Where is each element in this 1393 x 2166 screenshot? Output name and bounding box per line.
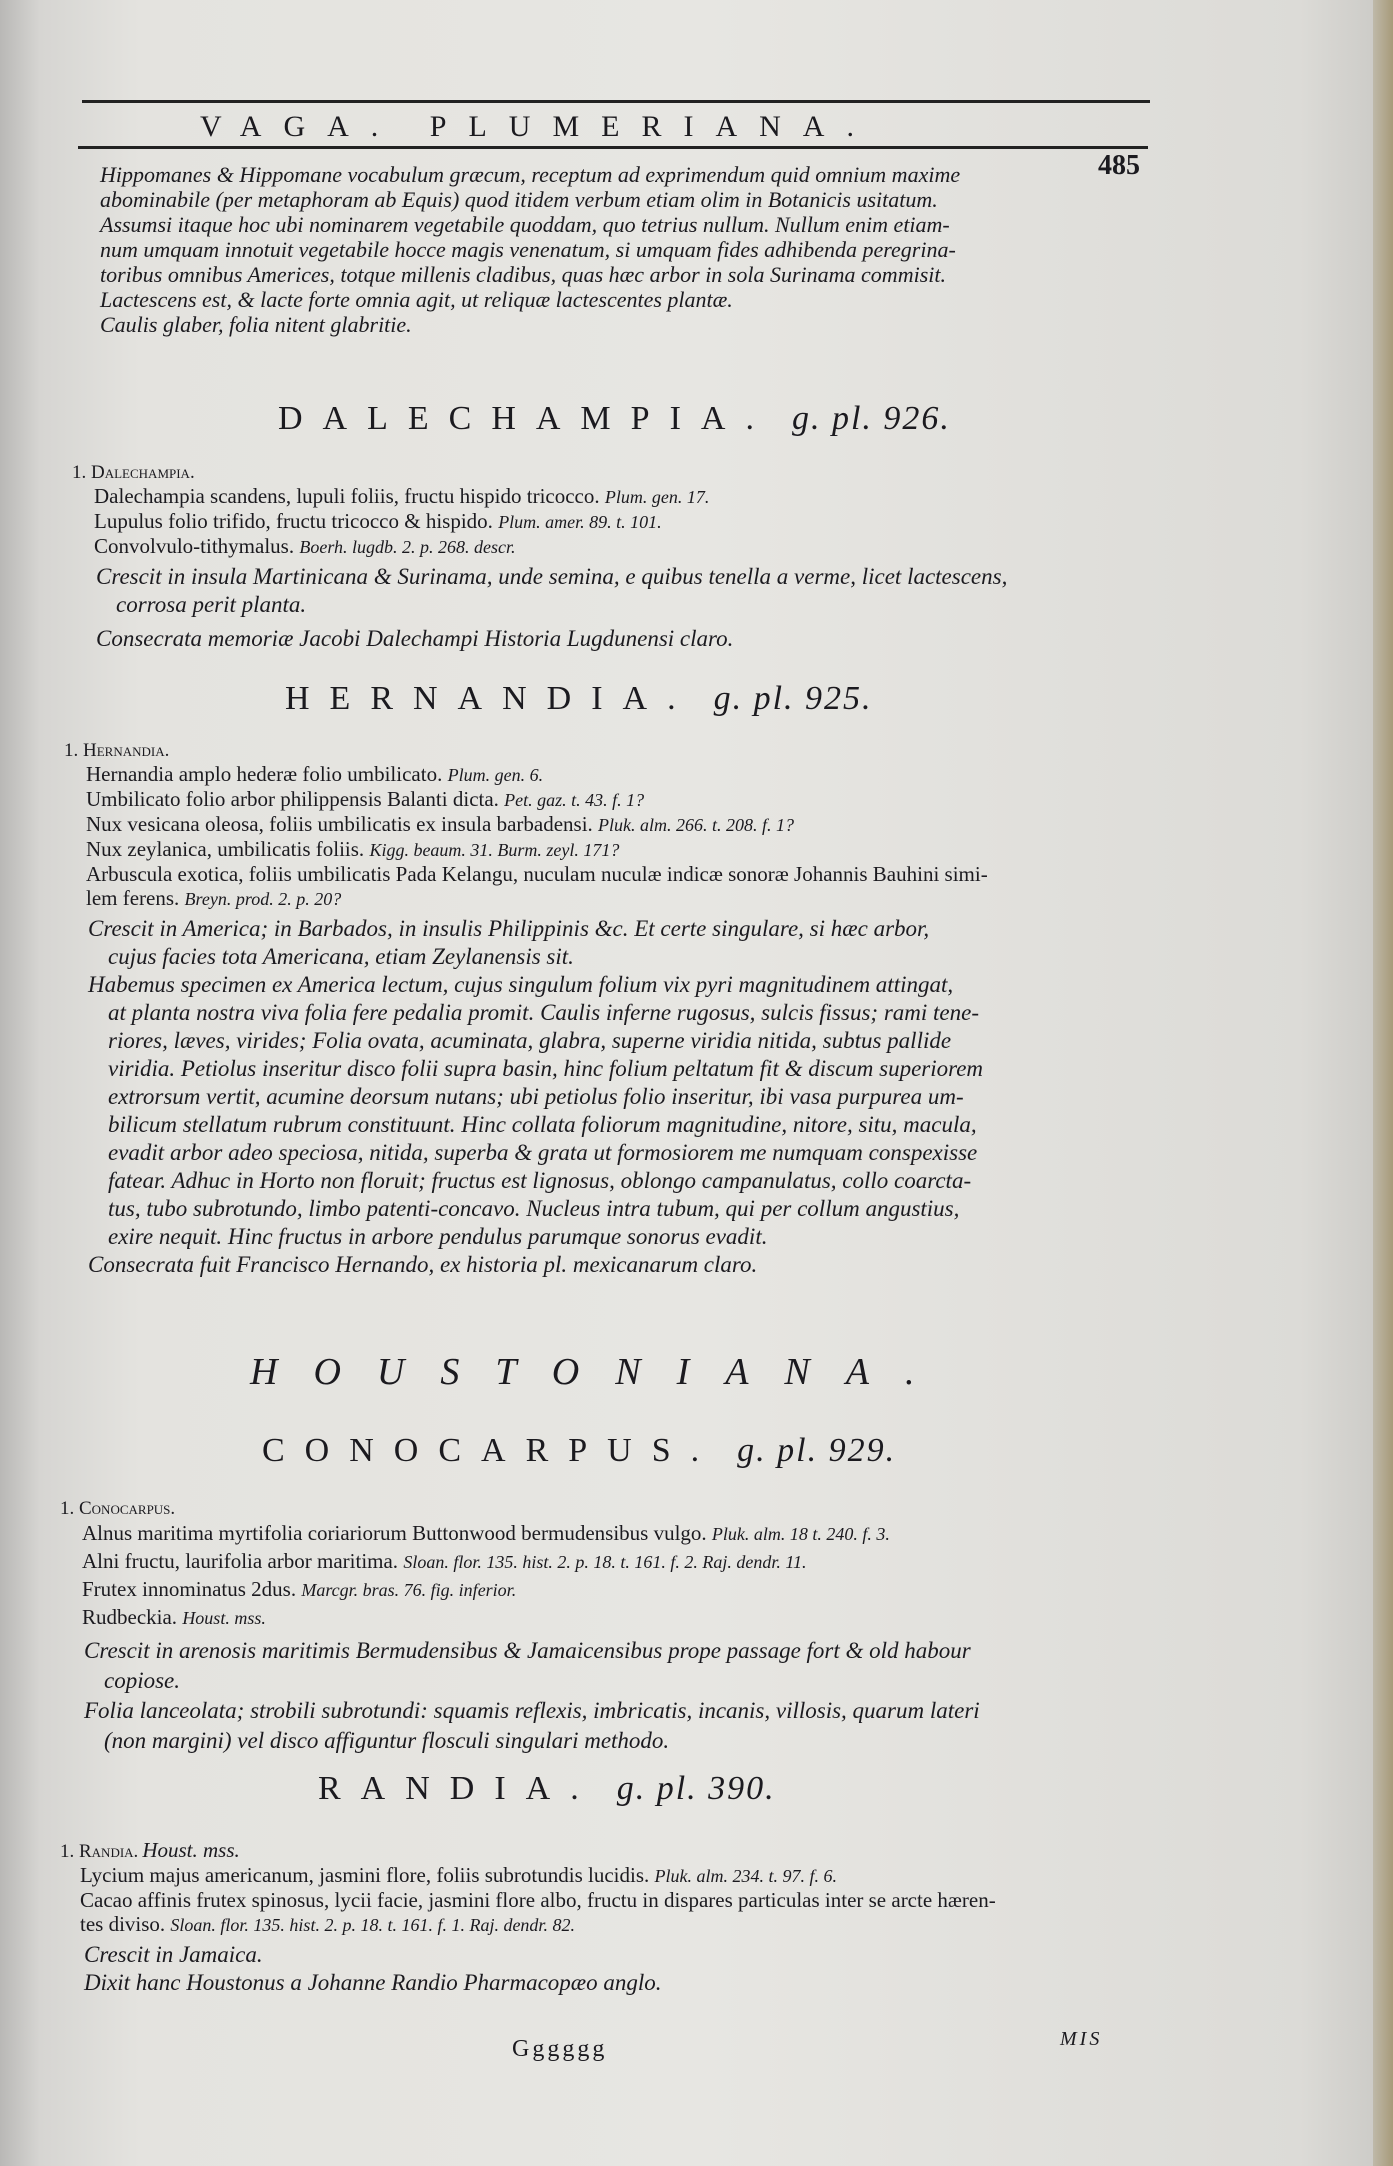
text-line: abominabile (per metaphoram ab Equis) quod itidem verbum etiam olim in Botanicis usitatum. (100, 187, 938, 212)
note-line: Consecrata fuit Francisco Hernando, ex historia pl. mexicanarum claro. (88, 1252, 758, 1277)
synonym-line (82, 1520, 1130, 1548)
note-line: at planta nostra viva folia fere pedalia promit. Caulis inferne rugosus, sulcis fissus; rami tene- (108, 1000, 979, 1025)
note-line: Crescit in Jamaica. (84, 1942, 263, 1967)
synonym-text: Cacao affinis frutex spinosus, lycii facie, jasmini flore albo, fructu in dispares particulas inter se arcte hæren- (80, 1888, 996, 1912)
note-line: (non margini) vel disco affiguntur flosculi singulari methodo. (104, 1728, 670, 1753)
synonym-line (86, 762, 1134, 787)
synonym-text: Rudbeckia. (82, 1605, 178, 1629)
hernandia-entry (64, 740, 1134, 1279)
note-line: Dixit hanc Houstonus a Johanne Randio Pharmacopæo anglo. (84, 1970, 662, 1995)
conocarpus-entry (60, 1498, 1130, 1756)
page-number: 485 (1098, 150, 1140, 181)
note-line: evadit arbor adeo speciosa, nitida, superba & grata ut formosiorem me numquam conspexisse (108, 1140, 978, 1165)
species-number: 1. Hernandia. (64, 740, 170, 761)
synonym-source: Plum. gen. 6. (447, 765, 544, 785)
header-rule-bottom (78, 146, 1148, 149)
synonym-line (80, 1888, 1130, 1912)
synonym-text: Dalechampia scandens, lupuli foliis, fructu hispido tricocco. (94, 484, 600, 508)
synonym-source: Breyn. prod. 2. p. 20? (184, 889, 342, 909)
synonym-text: Frutex innominatus 2dus. (82, 1577, 297, 1601)
note-block (72, 563, 1142, 653)
synonym-source: Kigg. beaum. 31. Burm. zeyl. 171? (369, 840, 620, 860)
text-line: Lactescens est, & lacte forte omnia agit, ut reliquæ lactescentes plantæ. (100, 287, 733, 312)
text-line: Caulis glaber, folia nitent glabritie. (100, 312, 412, 337)
note-line: riores, læves, virides; Folia ovata, acuminata, glabra, superne viridia nitida, subtus pallide (108, 1028, 952, 1053)
note-line: Crescit in insula Martinicana & Surinama, unde semina, e quibus tenella a verme, licet lactescens, (96, 564, 1008, 589)
text-line: num umquam innotuit vegetabile hocce magis venenatum, si umquam fides adhibenda peregrina- (100, 237, 956, 262)
synonym-source: Marcgr. bras. 76. fig. inferior. (301, 1580, 517, 1600)
synonym-line (82, 1576, 1130, 1604)
synonym-list (60, 1863, 1130, 1937)
synonym-source: Pluk. alm. 18 t. 240. f. 3. (711, 1524, 890, 1544)
text-line: toribus omnibus Americes, totque millenis cladibus, quas hæc arbor in sola Surinama commisit. (100, 262, 946, 287)
note-line: Crescit in America; in Barbados, in insulis Philippinis &c. Et certe singulare, si hæc arbor, (88, 916, 930, 941)
note-line: bilicum stellatum rubrum constituunt. Hinc collata foliorum magnitudine, nitore, situ, macula, (108, 1112, 977, 1137)
genus-heading-hernandia (285, 680, 873, 718)
genus-reference: g. pl. 390. (616, 1770, 776, 1807)
species-number-line (60, 1838, 1130, 1863)
note-line: copiose. (104, 1668, 181, 1693)
synonym-source: Pluk. alm. 234. t. 97. f. 6. (654, 1866, 837, 1886)
synonym-line (80, 1863, 1130, 1888)
species-number: 1. Randia. (60, 1841, 139, 1862)
synonym-line (82, 1604, 1130, 1632)
genus-name: DALECHAMPIA. (278, 400, 774, 437)
synonym-text: Lupulus folio trifido, fructu tricocco & hispido. (94, 509, 493, 533)
note-block (60, 1941, 1130, 1997)
species-number: 1. Conocarpus. (60, 1498, 176, 1519)
species-number: 1. Dalechampia. (72, 462, 195, 483)
synonym-list (72, 484, 1142, 559)
synonym-line (86, 862, 1134, 886)
synonym-source: Sloan. flor. 135. hist. 2. p. 18. t. 161. f. 1. Raj. dendr. 82. (170, 1915, 575, 1935)
genus-reference: g. pl. 929. (737, 1432, 897, 1469)
synonym-text: Hernandia amplo hederæ folio umbilicato. (86, 762, 443, 786)
note-line: corrosa perit planta. (116, 592, 307, 617)
note-line: Habemus specimen ex America lectum, cujus singulum folium vix pyri magnitudinem attingat, (88, 972, 954, 997)
catchword: MIS (1060, 2028, 1103, 2050)
synonym-text: Nux vesicana oleosa, foliis umbilicatis ex insula barbadensi. (86, 812, 593, 836)
dalechampia-entry (72, 462, 1142, 653)
synonym-source: Plum. gen. 17. (604, 487, 710, 507)
note-line: Crescit in arenosis maritimis Bermudensibus & Jamaicensibus prope passage fort & old habour (84, 1638, 971, 1663)
synonym-line (80, 1912, 1130, 1937)
genus-name: RANDIA. (318, 1770, 599, 1807)
hippomane-paragraph (100, 162, 1170, 337)
synonym-text: Umbilicato folio arbor philippensis Balanti dicta. (86, 787, 499, 811)
synonym-text: tes diviso. (80, 1912, 166, 1936)
note-block (64, 915, 1134, 1279)
synonym-list (60, 1520, 1130, 1632)
section-title: HOUSTONIANA. (250, 1351, 951, 1393)
synonym-text: Nux zeylanica, umbilicatis foliis. (86, 837, 365, 861)
note-line: cujus facies tota Americana, etiam Zeylanensis sit. (108, 944, 574, 969)
synonym-source: Plum. amer. 89. t. 101. (498, 512, 662, 532)
synonym-line (94, 534, 1142, 559)
synonym-text: Convolvulo-tithymalus. (94, 534, 295, 558)
genus-heading-conocarpus (262, 1432, 896, 1470)
synonym-text: Alnus maritima myrtifolia coriariorum Buttonwood bermudensibus vulgo. (82, 1521, 707, 1545)
note-block (60, 1636, 1130, 1756)
genus-name: HERNANDIA. (285, 680, 696, 717)
randia-entry (60, 1838, 1130, 1997)
genus-name: CONOCARPUS. (262, 1432, 720, 1469)
synonym-line (82, 1548, 1130, 1576)
synonym-source: Pet. gaz. t. 43. f. 1? (504, 790, 645, 810)
synonym-text: Arbuscula exotica, foliis umbilicatis Pada Kelangu, nuculam nuculæ indicæ sonoræ Johannis Bauhini simi- (86, 862, 988, 886)
synonym-source: Sloan. flor. 135. hist. 2. p. 18. t. 161. f. 2. Raj. dendr. 11. (403, 1552, 807, 1572)
synonym-line (86, 886, 1134, 911)
synonym-source: Boerh. lugdb. 2. p. 268. descr. (299, 537, 516, 557)
note-line: tus, tubo subrotundo, limbo patenti-concavo. Nucleus intra tubum, qui per collum angustius, (108, 1196, 960, 1221)
genus-heading-randia (318, 1770, 776, 1808)
genus-reference: g. pl. 925. (713, 680, 873, 717)
note-line: viridia. Petiolus inseritur disco folii supra basin, hinc folium peltatum fit & discum superiorem (108, 1056, 984, 1081)
note-line: Consecrata memoriæ Jacobi Dalechampi Historia Lugdunensi claro. (96, 626, 734, 651)
synonym-list (64, 762, 1134, 911)
note-line: exire nequit. Hinc fructus in arbore pendulus parumque sonorus evadit. (108, 1224, 768, 1249)
synonym-line (94, 484, 1142, 509)
text-line: Assumsi itaque hoc ubi nominarem vegetabile quoddam, quo tetrius nullum. Nullum enim etiam- (100, 212, 950, 237)
synonym-line (86, 812, 1134, 837)
note-line: Folia lanceolata; strobili subrotundi: squamis reflexis, imbricatis, incanis, villosis, quarum lateri (84, 1698, 980, 1723)
synonym-text: Lycium majus americanum, jasmini flore, foliis subrotundis lucidis. (80, 1863, 650, 1887)
synonym-line (94, 509, 1142, 534)
synonym-line (86, 837, 1134, 862)
synonym-source: Pluk. alm. 266. t. 208. f. 1? (598, 815, 795, 835)
synonym-source: Houst. mss. (182, 1608, 266, 1628)
synonym-text: Alni fructu, laurifolia arbor maritima. (82, 1549, 399, 1573)
genus-heading-dalechampia (278, 400, 951, 438)
synonym-text: lem ferens. (86, 886, 180, 910)
species-number-source: Houst. mss. (142, 1838, 240, 1862)
running-head: VAGA. PLUMERIANA. (200, 110, 876, 143)
note-line: extrorsum vertit, acumine deorsum nutans; ubi petiolus folio inseritur, ibi vasa purpurea um- (108, 1084, 964, 1109)
header-rule-top (82, 100, 1150, 103)
genus-reference: g. pl. 926. (791, 400, 951, 437)
text-line: Hippomanes & Hippomane vocabulum græcum, receptum ad exprimendum quid omnium maxime (100, 162, 961, 187)
page-edge (1373, 0, 1393, 2166)
note-line: fatear. Adhuc in Horto non floruit; fructus est lignosus, oblongo campanulatus, collo coarcta- (108, 1168, 972, 1193)
signature-mark: Gggggg (512, 2036, 608, 2062)
synonym-line (86, 787, 1134, 812)
